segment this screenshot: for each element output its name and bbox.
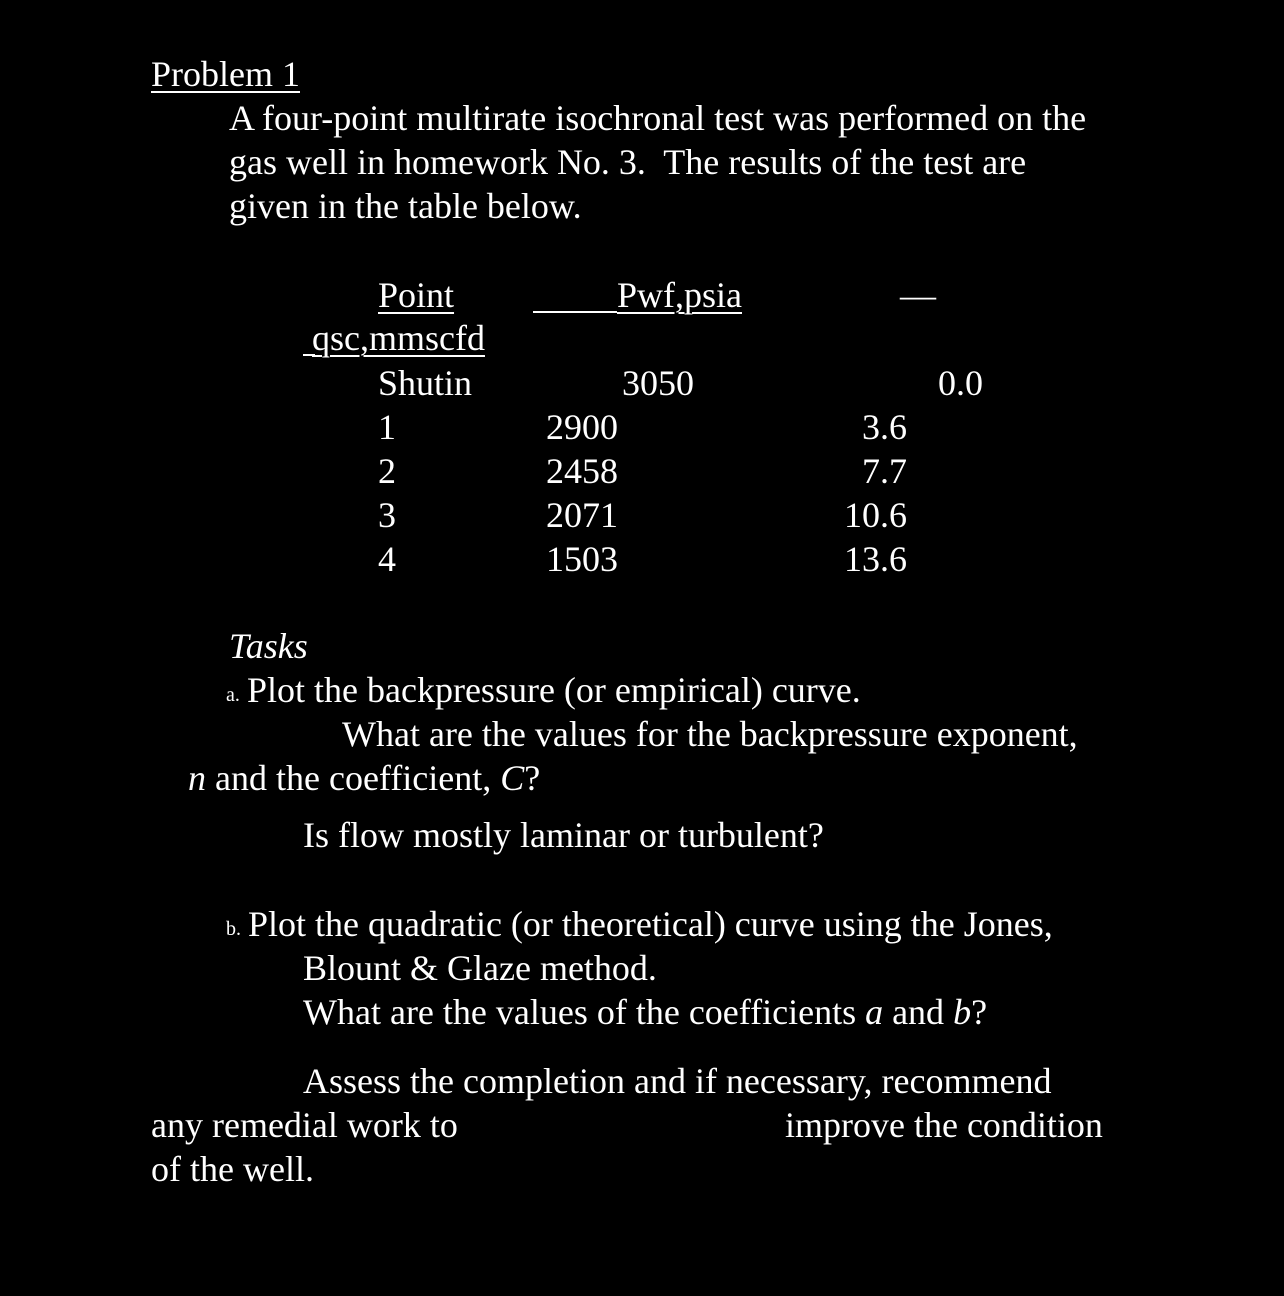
task-a-line-4: Is flow mostly laminar or turbulent? bbox=[303, 815, 824, 855]
cell-qsc: 0.0 bbox=[938, 363, 983, 403]
cell-point: 4 bbox=[378, 539, 396, 579]
cell-qsc: 7.7 bbox=[862, 451, 907, 491]
task-b-marker: b. bbox=[226, 918, 241, 940]
intro-line-2: gas well in homework No. 3. The results of the test are bbox=[229, 142, 1027, 182]
task-a-line-3-end: ? bbox=[524, 758, 541, 798]
assess-line-1: Assess the completion and if necessary, recommend bbox=[303, 1061, 1052, 1101]
cell-qsc: 10.6 bbox=[844, 495, 907, 535]
intro-line-1: A four-point multirate isochronal test was performed on the bbox=[229, 98, 1087, 138]
header-pwf-leader-line bbox=[533, 311, 617, 313]
assess-line-2a: any remedial work to bbox=[151, 1105, 458, 1145]
problem-title: Problem 1 bbox=[151, 54, 300, 94]
var-a: a bbox=[865, 992, 884, 1032]
task-a-line-1: Plot the backpressure (or empirical) curve. bbox=[247, 670, 861, 710]
var-b: b bbox=[953, 992, 972, 1032]
header-qsc: qsc,mmscfd bbox=[312, 318, 485, 358]
var-c: C bbox=[500, 758, 525, 798]
task-b-line-3 bbox=[303, 994, 987, 1030]
cell-qsc: 3.6 bbox=[862, 407, 907, 447]
header-dash: — bbox=[900, 275, 936, 315]
intro-line-3: given in the table below. bbox=[229, 186, 582, 226]
cell-pwf: 2458 bbox=[546, 451, 618, 491]
tasks-heading: Tasks bbox=[229, 626, 308, 666]
header-point: Point bbox=[378, 275, 455, 315]
task-b-line-3-mid: and bbox=[883, 992, 954, 1032]
task-a-line-3 bbox=[188, 760, 540, 796]
task-b-line-2: Blount & Glaze method. bbox=[303, 948, 657, 988]
task-a-line-2: What are the values for the backpressure exponent, bbox=[342, 714, 1078, 754]
cell-pwf: 2900 bbox=[546, 407, 618, 447]
header-pwf: Pwf,psia bbox=[617, 275, 742, 315]
cell-pwf: 2071 bbox=[546, 495, 618, 535]
assess-line-3: of the well. bbox=[151, 1149, 314, 1189]
task-a-line-3-mid: and the coefficient, bbox=[206, 758, 501, 798]
cell-pwf: 1503 bbox=[546, 539, 618, 579]
var-n: n bbox=[188, 758, 206, 798]
task-b-line-3-end: ? bbox=[971, 992, 988, 1032]
cell-point: Shutin bbox=[378, 363, 473, 403]
cell-qsc: 13.6 bbox=[844, 539, 907, 579]
task-a-marker: a. bbox=[226, 684, 240, 706]
cell-point: 1 bbox=[378, 407, 396, 447]
assess-line-2b: improve the condition bbox=[785, 1105, 1103, 1145]
cell-pwf: 3050 bbox=[622, 363, 694, 403]
cell-point: 3 bbox=[378, 495, 396, 535]
task-b-line-3-start: What are the values of the coefficients bbox=[303, 992, 866, 1032]
cell-point: 2 bbox=[378, 451, 396, 491]
task-b-line-1: Plot the quadratic (or theoretical) curve using the Jones, bbox=[248, 904, 1053, 944]
